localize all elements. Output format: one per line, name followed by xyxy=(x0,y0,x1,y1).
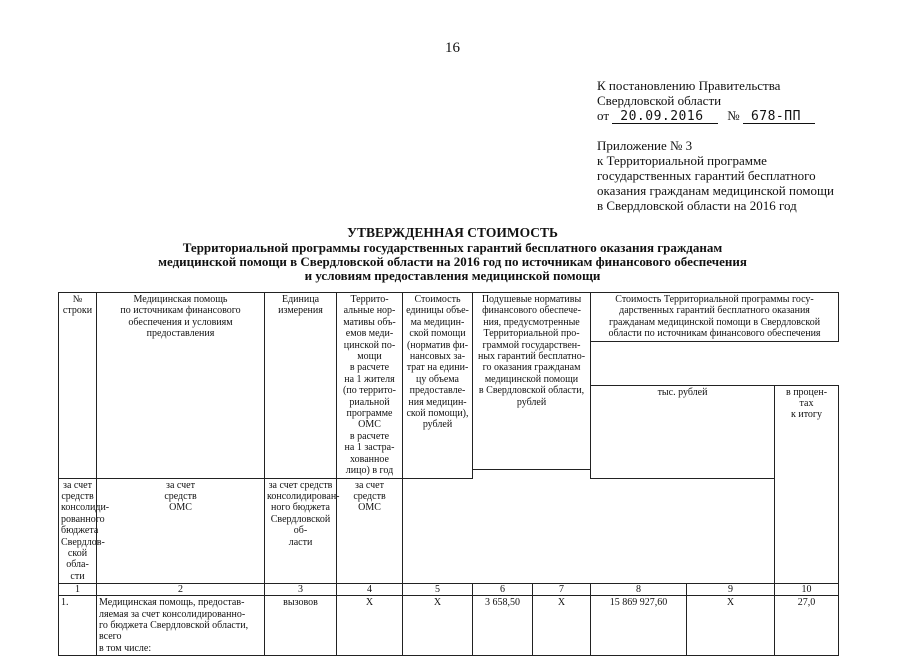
row-per-capita-oms: X xyxy=(533,596,591,656)
cost-table xyxy=(58,292,839,656)
column-number: 9 xyxy=(687,584,775,596)
column-number: 7 xyxy=(533,584,591,596)
appendix-line: к Территориальной программе xyxy=(597,153,767,168)
header-oms-cost: за счет средств ОМС xyxy=(337,478,403,584)
header-program-cost: Стоимость Территориальной программы госу- дарственных гарантий бесплатного оказания гражданам медицинской помощи в Свердловской области по источникам финансового обеспечения xyxy=(591,293,839,342)
header-regional-budget: за счет средств консолиди- рованного бюджета Свердлов- ской обла- сти xyxy=(59,478,97,584)
date-number-line xyxy=(597,108,897,124)
column-numbers-row xyxy=(59,584,839,596)
column-number: 5 xyxy=(403,584,473,596)
row-volume-norm: X xyxy=(337,596,403,656)
row-number: 1. xyxy=(59,596,97,656)
row-cost-oms: X xyxy=(687,596,775,656)
column-number: 6 xyxy=(473,584,533,596)
appendix-line: в Свердловской области на 2016 год xyxy=(597,198,797,213)
row-cost-budget: 15 869 927,60 xyxy=(591,596,687,656)
row-unit-cost: X xyxy=(403,596,473,656)
row-per-capita-budget: 3 658,50 xyxy=(473,596,533,656)
column-number: 10 xyxy=(775,584,839,596)
column-number: 1 xyxy=(59,584,97,596)
column-number: 2 xyxy=(97,584,265,596)
header-volume-norms: Террито- альные нор- мативы объ- емов меди- цинской по- мощи в расчете на 1 жителя (по террито- риальной программе ОМС в расчете на 1 застра- хованное лицо) в год xyxy=(337,293,403,479)
appendix-label: Приложение № 3 xyxy=(597,138,693,153)
header-oms: за счет средств ОМС xyxy=(97,478,265,584)
row-percent: 27,0 xyxy=(775,596,839,656)
header-percent: в процен- тах к итогу xyxy=(775,385,839,584)
number-label: № xyxy=(727,108,740,123)
resolution-header xyxy=(597,78,897,213)
row-unit: вызовов xyxy=(265,596,337,656)
title-line: и условиям предоставления медицинской помощи xyxy=(304,268,601,283)
appendix-line: государственных гарантий бесплатного xyxy=(597,168,816,183)
header-thousand-rubles: тыс. рублей xyxy=(591,385,775,478)
header-unit: Единица измерения xyxy=(265,293,337,479)
column-number: 3 xyxy=(265,584,337,596)
appendix-line: оказания гражданам медицинской помощи xyxy=(597,183,834,198)
title-line: медицинской помощи в Свердловской области на 2016 год по источникам финансового обеспечения xyxy=(158,254,747,269)
column-number: 8 xyxy=(591,584,687,596)
header-medical-care: Медицинская помощь по источникам финансового обеспечения и условиям предоставления xyxy=(97,293,265,479)
header-line: К постановлению Правительства xyxy=(597,78,781,93)
header-row-number: № строки xyxy=(59,293,97,479)
header-line: Свердловской области xyxy=(597,93,722,108)
table-row xyxy=(59,596,839,656)
resolution-number: 678-ПП xyxy=(743,110,815,124)
title-main: УТВЕРЖДЕННАЯ СТОИМОСТЬ xyxy=(347,225,558,240)
page-number: 16 xyxy=(445,40,460,56)
column-number: 4 xyxy=(337,584,403,596)
from-label: от xyxy=(597,108,610,123)
header-per-capita-norms: Подушевые нормативы финансового обеспече- ния, предусмотренные Территориальной про- граммой государствен- ных гарантий бесплатно- го оказания гражданам медицинской помощи в Свердловской области, рублей xyxy=(473,293,591,470)
document-title xyxy=(120,226,785,283)
header-regional-budget-cost: за счет средств консолидирован- ного бюджета Свердловской об- ласти xyxy=(265,478,337,584)
title-line: Территориальной программы государственных гарантий бесплатного оказания гражданам xyxy=(182,240,723,255)
resolution-date: 20.09.2016 xyxy=(612,110,717,124)
row-name: Медицинская помощь, предостав- ляемая за счет консолидированно- го бюджета Свердловской области, всего в том числе: xyxy=(97,596,265,656)
header-unit-cost: Стоимость единицы объе- ма медицин- ской помощи (норматив фи- нансовых за- трат на едини- цу объема предоставле- ния медицин- ской помощи), рублей xyxy=(403,293,473,479)
